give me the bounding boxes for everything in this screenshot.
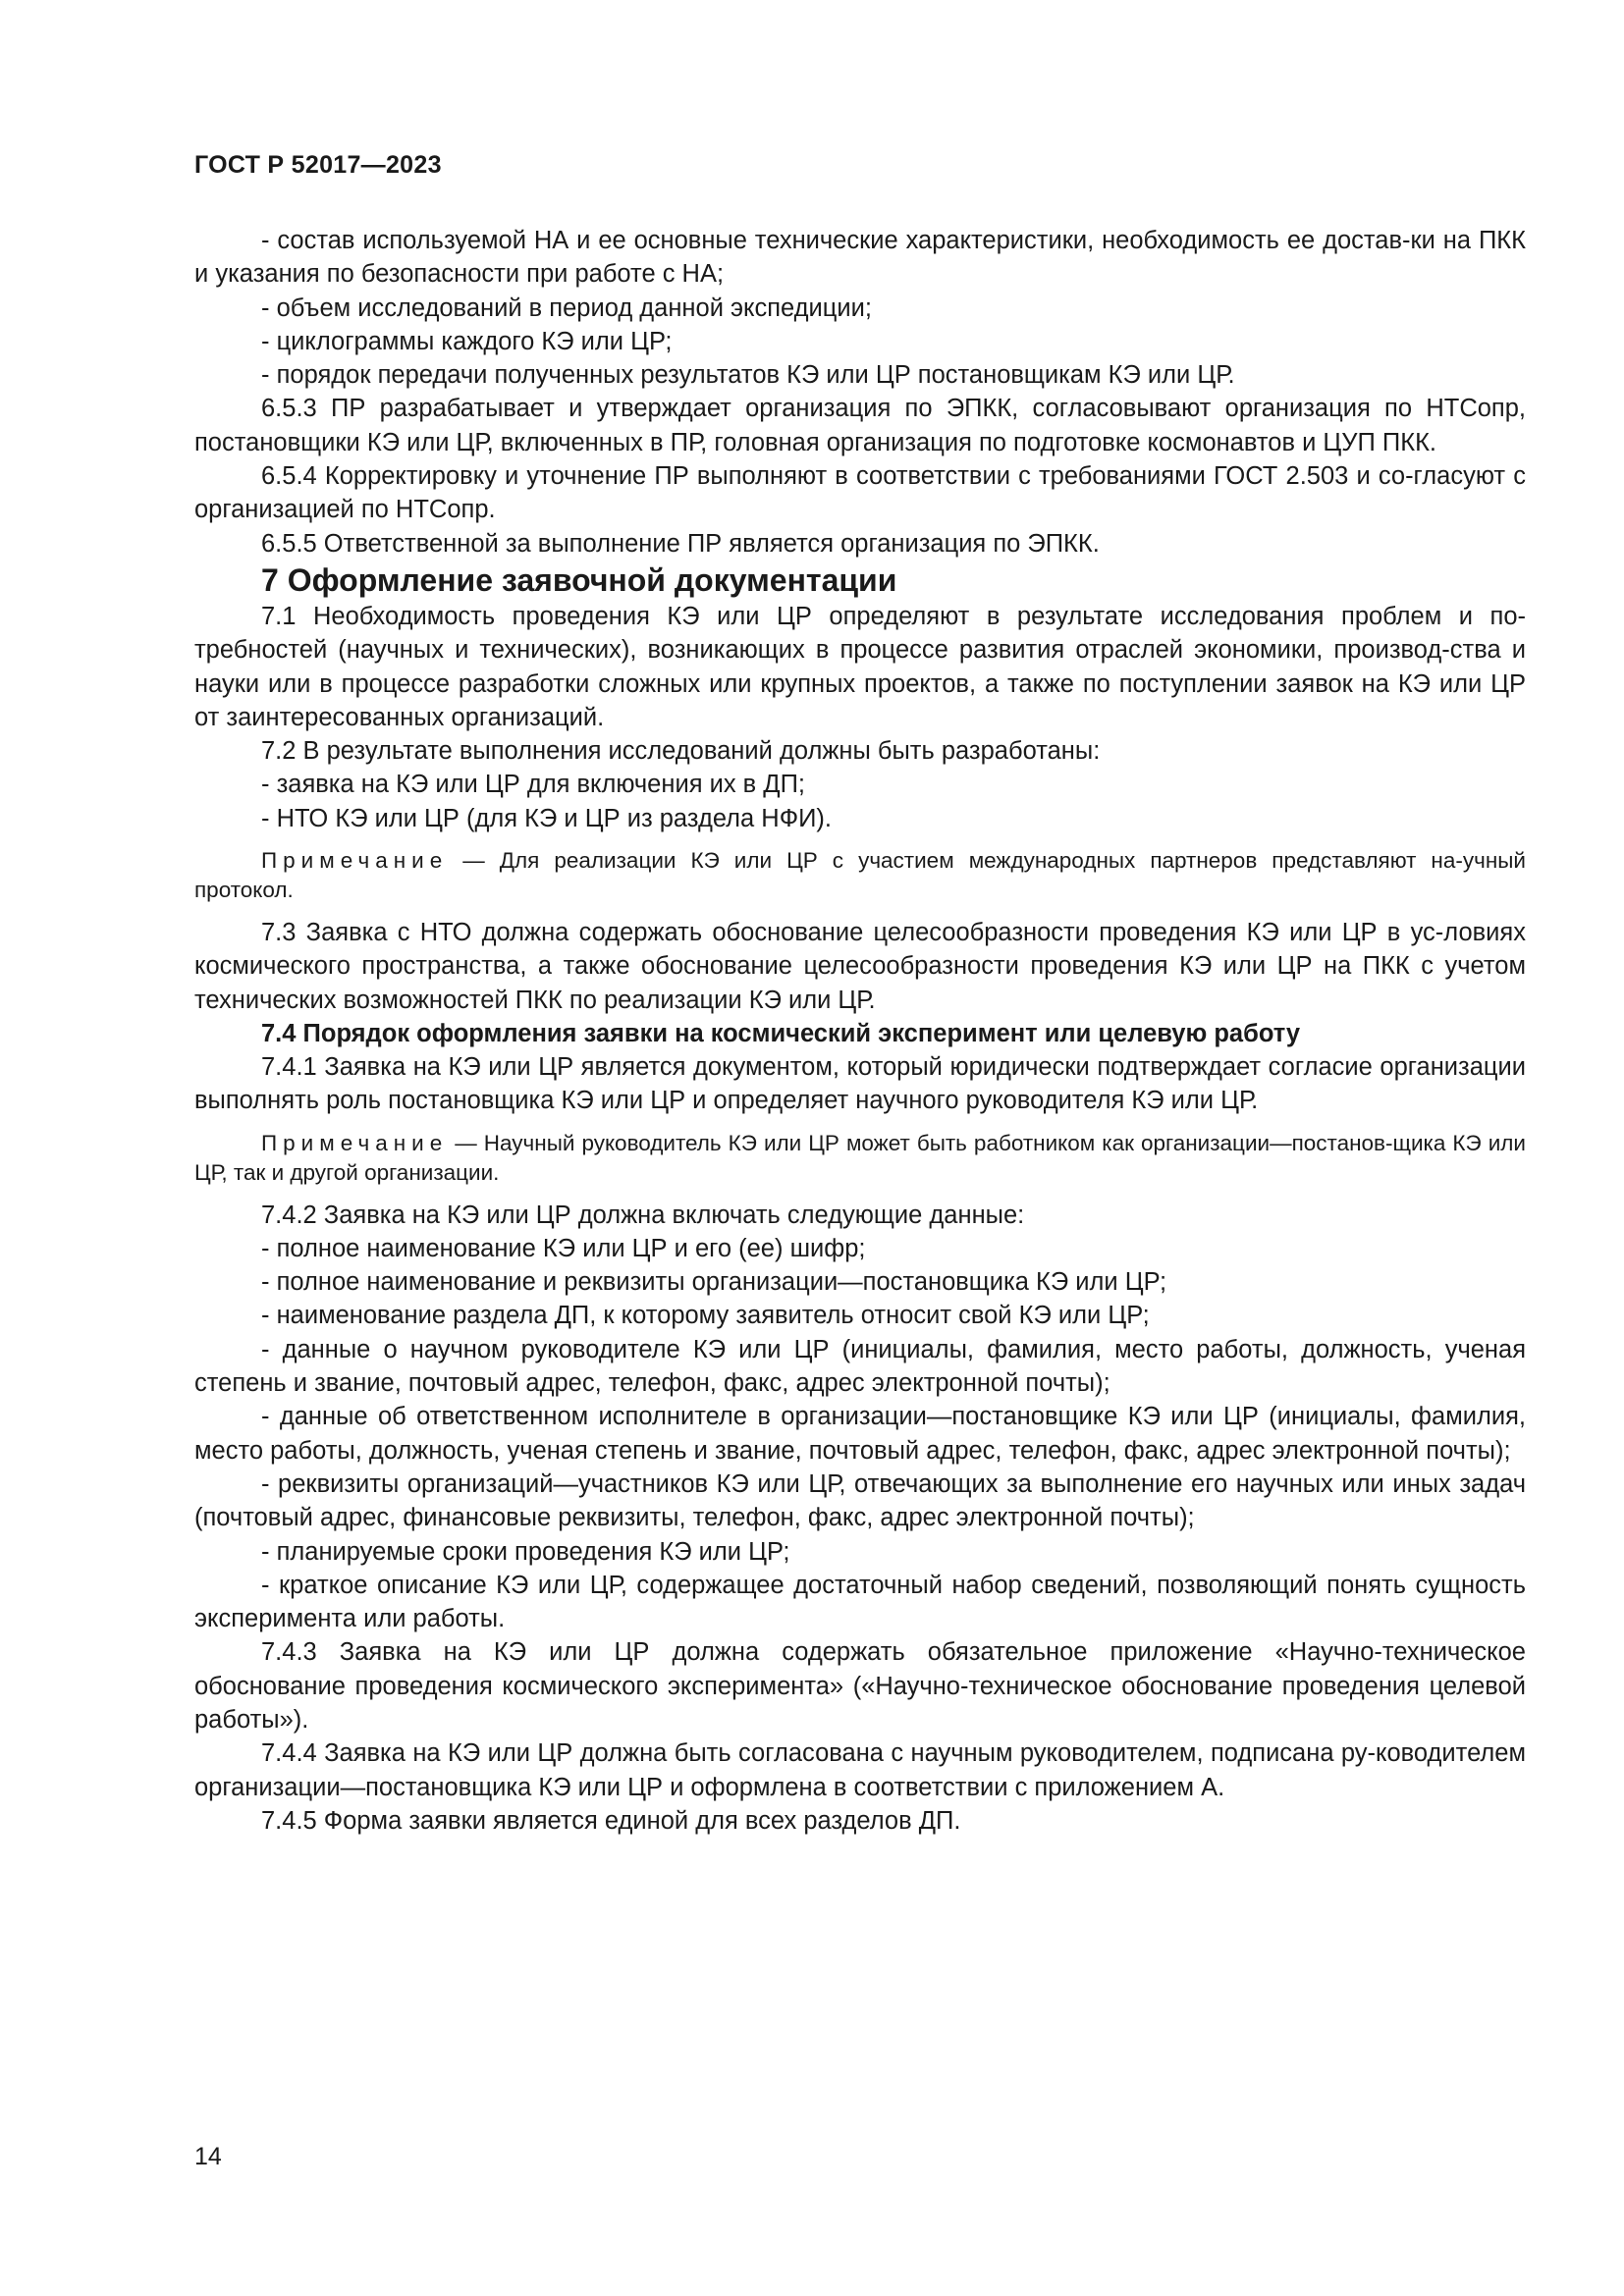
list-item: - заявка на КЭ или ЦР для включения их в ДП; xyxy=(261,771,805,799)
note-7-4-1 xyxy=(194,1129,1526,1188)
note-text: — Научный руководитель КЭ или ЦР может быть работником как организации—постанов-щика КЭ или ЦР, так и другой организации. xyxy=(194,1130,1526,1185)
list-item: - краткое описание КЭ или ЦР, содержащее достаточный набор сведений, позволяющий понять сущность эксперимента или работы. xyxy=(194,1571,1526,1633)
list-item: - полное наименование КЭ или ЦР и его (ее) шифр; xyxy=(261,1234,866,1262)
paragraph-7-4-4: 7.4.4 Заявка на КЭ или ЦР должна быть согласована с научным руководителем, подписана ру-ководителем организации—постановщика КЭ или ЦР и оформлена в соответствии с приложением А. xyxy=(194,1739,1526,1801)
list-item: - данные о научном руководителе КЭ или ЦР (инициалы, фамилия, место работы, должность, ученая степень и звание, почтовый адрес, телефон, факс, адрес электронной почты); xyxy=(194,1335,1526,1398)
paragraph-6-5-4: 6.5.4 Корректировку и уточнение ПР выполняют в соответствии с требованиями ГОСТ 2.503 и со-гласуют с организацией по НТСопр. xyxy=(194,462,1526,524)
section-7-heading: 7 Оформление заявочной документации xyxy=(261,561,897,598)
paragraph-7-4-5: 7.4.5 Форма заявки является единой для всех разделов ДП. xyxy=(261,1806,961,1835)
paragraph-7-4-2: 7.4.2 Заявка на КЭ или ЦР должна включать следующие данные: xyxy=(261,1201,1025,1229)
document-body xyxy=(194,224,1526,1838)
note-label: Примечание xyxy=(261,1130,449,1155)
list-item: - порядок передачи полученных результатов КЭ или ЦР постановщикам КЭ или ЦР. xyxy=(261,361,1235,390)
list-item: - полное наименование и реквизиты организации—постановщика КЭ или ЦР; xyxy=(261,1268,1167,1297)
paragraph-6-5-5: 6.5.5 Ответственной за выполнение ПР является организация по ЭПКК. xyxy=(261,529,1100,558)
paragraph-7-1: 7.1 Необходимость проведения КЭ или ЦР определяют в результате исследования проблем и по-требностей (научных и технических), возникающих в процессе развития отраслей экономики, производ-ства и науки или в процессе разработки сложных или крупных проектов, а также по поступлении заявок на КЭ или ЦР от заинтересованных организаций. xyxy=(194,602,1526,731)
list-item: - состав используемой НА и ее основные технические характеристики, необходимость ее достав-ки на ПКК и указания по безопасности при работе с НА; xyxy=(194,227,1526,289)
list-item: - наименование раздела ДП, к которому заявитель относит свой КЭ или ЦР; xyxy=(261,1302,1150,1330)
list-item: - планируемые сроки проведения КЭ или ЦР; xyxy=(261,1537,790,1566)
list-item: - данные об ответственном исполнителе в организации—постановщике КЭ или ЦР (инициалы, фамилия, место работы, должность, ученая степень и звание, почтовый адрес, телефон, факс, адрес электронной почты); xyxy=(194,1403,1526,1465)
paragraph-6-5-3: 6.5.3 ПР разрабатывает и утверждает организация по ЭПКК, согласовывают организация по НТСопр, постановщики КЭ или ЦР, включенных в ПР, головная организация по подготовке космонавтов и ЦУП ПКК. xyxy=(194,395,1526,456)
list-item: - НТО КЭ или ЦР (для КЭ и ЦР из раздела НФИ). xyxy=(261,804,833,832)
list-item: - циклограммы каждого КЭ или ЦР; xyxy=(261,327,673,355)
page-number: 14 xyxy=(194,2143,222,2170)
list-item: - реквизиты организаций—участников КЭ или ЦР, отвечающих за выполнение его научных или иных задач (почтовый адрес, финансовые реквизиты, телефон, факс, адрес электронной почты); xyxy=(194,1469,1526,1532)
paragraph-7-4-3: 7.4.3 Заявка на КЭ или ЦР должна содержать обязательное приложение «Научно-техническое обоснование проведения космического эксперимента» («Научно-техническое обоснование проведения целевой работы»). xyxy=(194,1638,1526,1734)
list-item: - объем исследований в период данной экспедиции; xyxy=(261,294,872,322)
paragraph-7-3: 7.3 Заявка с НТО должна содержать обоснование целесообразности проведения КЭ или ЦР в ус-ловиях космического пространства, а также обоснование целесообразности проведения КЭ или ЦР на ПКК с учетом технических возможностей ПКК по реализации КЭ или ЦР. xyxy=(194,919,1526,1014)
note-text: — Для реализации КЭ или ЦР с участием международных партнеров представляют на-учный протокол. xyxy=(194,848,1526,903)
note-label: Примечание xyxy=(261,848,449,874)
note-7-2 xyxy=(194,846,1526,905)
paragraph-7-4-1: 7.4.1 Заявка на КЭ или ЦР является документом, который юридически подтверждает согласие организации выполнять роль постановщика КЭ или ЦР и определяет научного руководителя КЭ или ЦР. xyxy=(194,1052,1526,1115)
section-7-4-heading: 7.4 Порядок оформления заявки на космический эксперимент или целевую работу xyxy=(261,1019,1301,1047)
paragraph-7-2: 7.2 В результате выполнения исследований должны быть разработаны: xyxy=(261,737,1101,766)
document-header-id: ГОСТ Р 52017—2023 xyxy=(194,151,442,179)
